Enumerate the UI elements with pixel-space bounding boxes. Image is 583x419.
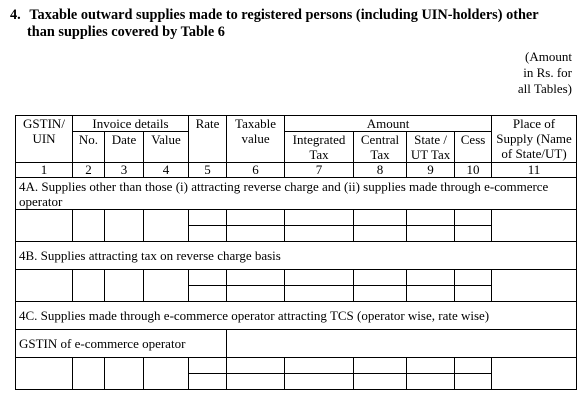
table-cell[interactable] xyxy=(285,226,354,242)
entry-row-4a xyxy=(16,210,577,226)
heading-text-1: Taxable outward supplies made to registered persons (including UIN-holders) other xyxy=(29,7,539,23)
table-cell[interactable] xyxy=(354,358,407,374)
table-cell[interactable] xyxy=(189,286,227,302)
table-cell[interactable] xyxy=(144,210,189,242)
table-cell[interactable] xyxy=(105,270,144,302)
table-cell[interactable] xyxy=(354,374,407,390)
table-cell[interactable] xyxy=(492,270,577,302)
table-cell[interactable] xyxy=(227,270,285,286)
table-cell[interactable] xyxy=(189,210,227,226)
header-taxable-value: Taxable value xyxy=(227,116,285,163)
section-4b-label: 4B. Supplies attracting tax on reverse charge basis xyxy=(16,242,577,270)
entry-row-4b xyxy=(16,270,577,286)
table-cell[interactable] xyxy=(73,270,105,302)
table-cell[interactable] xyxy=(227,210,285,226)
table-cell[interactable] xyxy=(285,374,354,390)
table-cell[interactable] xyxy=(407,270,455,286)
gstin-ecommerce-label: GSTIN of e-commerce operator xyxy=(16,330,227,358)
header-cess: Cess xyxy=(455,132,492,163)
table-cell[interactable] xyxy=(492,358,577,390)
header-value: Value xyxy=(144,132,189,163)
table-cell[interactable] xyxy=(227,374,285,390)
column-number: 7 xyxy=(285,163,354,178)
column-number: 8 xyxy=(354,163,407,178)
column-number: 10 xyxy=(455,163,492,178)
header-date: Date xyxy=(105,132,144,163)
table-cell[interactable] xyxy=(455,358,492,374)
table-cell[interactable] xyxy=(285,270,354,286)
entry-row-4c xyxy=(16,358,577,374)
table-cell[interactable] xyxy=(455,210,492,226)
amount-note xyxy=(518,49,572,97)
table-cell[interactable] xyxy=(189,270,227,286)
table-cell[interactable] xyxy=(189,226,227,242)
column-number: 1 xyxy=(16,163,73,178)
table-cell[interactable] xyxy=(144,270,189,302)
header-central-tax: Central Tax xyxy=(354,132,407,163)
table-cell[interactable] xyxy=(16,358,73,390)
header-row-1 xyxy=(16,116,577,132)
table-cell[interactable] xyxy=(105,358,144,390)
table-cell[interactable] xyxy=(285,286,354,302)
table-cell[interactable] xyxy=(455,226,492,242)
table-cell[interactable] xyxy=(73,210,105,242)
table-cell[interactable] xyxy=(492,210,577,242)
section-row-4a xyxy=(16,178,577,210)
heading-line-2: than supplies covered by Table 6 xyxy=(27,24,225,40)
column-number: 5 xyxy=(189,163,227,178)
supplies-table xyxy=(15,115,577,390)
gstin-ecommerce-row xyxy=(16,330,577,358)
header-no: No. xyxy=(73,132,105,163)
table-cell[interactable] xyxy=(144,358,189,390)
table-cell[interactable] xyxy=(189,358,227,374)
table-cell[interactable] xyxy=(354,286,407,302)
header-amount: Amount xyxy=(285,116,492,132)
table-cell[interactable] xyxy=(354,270,407,286)
table-cell[interactable] xyxy=(227,286,285,302)
table-cell[interactable] xyxy=(455,286,492,302)
column-number: 3 xyxy=(105,163,144,178)
column-number: 9 xyxy=(407,163,455,178)
section-4a-label: 4A. Supplies other than those (i) attracting reverse charge and (ii) supplies made through e-commerce operator xyxy=(16,178,577,210)
table-cell[interactable] xyxy=(455,374,492,390)
heading-line-1 xyxy=(10,7,575,24)
table-cell[interactable] xyxy=(407,226,455,242)
heading-number: 4. xyxy=(10,7,21,23)
table-cell[interactable] xyxy=(16,210,73,242)
table-cell[interactable] xyxy=(285,358,354,374)
table-cell[interactable] xyxy=(285,210,354,226)
table-cell[interactable] xyxy=(105,210,144,242)
column-number: 2 xyxy=(73,163,105,178)
column-number: 4 xyxy=(144,163,189,178)
table-cell[interactable] xyxy=(407,210,455,226)
table-cell[interactable] xyxy=(16,270,73,302)
table-cell[interactable] xyxy=(354,226,407,242)
table-cell[interactable] xyxy=(407,286,455,302)
table-cell[interactable] xyxy=(73,358,105,390)
table-cell[interactable] xyxy=(227,226,285,242)
amount-note-line-3: all Tables) xyxy=(517,81,572,96)
header-state-ut-tax: State / UT Tax xyxy=(407,132,455,163)
header-invoice-details: Invoice details xyxy=(73,116,189,132)
gstin-ecommerce-value[interactable] xyxy=(227,330,577,358)
header-place-of-supply: Place of Supply (Name of State/UT) xyxy=(492,116,577,163)
table-cell[interactable] xyxy=(407,358,455,374)
header-rate: Rate xyxy=(189,116,227,163)
amount-note-line-1: (Amount xyxy=(525,49,572,64)
section-heading xyxy=(10,7,575,41)
table-cell[interactable] xyxy=(227,358,285,374)
table-cell[interactable] xyxy=(407,374,455,390)
table-cell[interactable] xyxy=(455,270,492,286)
table-cell[interactable] xyxy=(189,374,227,390)
column-number-row xyxy=(16,163,577,178)
section-row-4b xyxy=(16,242,577,270)
amount-note-line-2: in Rs. for xyxy=(523,65,572,80)
header-integrated-tax: Integrated Tax xyxy=(285,132,354,163)
section-4c-label: 4C. Supplies made through e-commerce operator attracting TCS (operator wise, rate wise) xyxy=(16,302,577,330)
column-number: 6 xyxy=(227,163,285,178)
table-cell[interactable] xyxy=(354,210,407,226)
column-number: 11 xyxy=(492,163,577,178)
header-gstin: GSTIN/ UIN xyxy=(16,116,73,163)
section-row-4c xyxy=(16,302,577,330)
